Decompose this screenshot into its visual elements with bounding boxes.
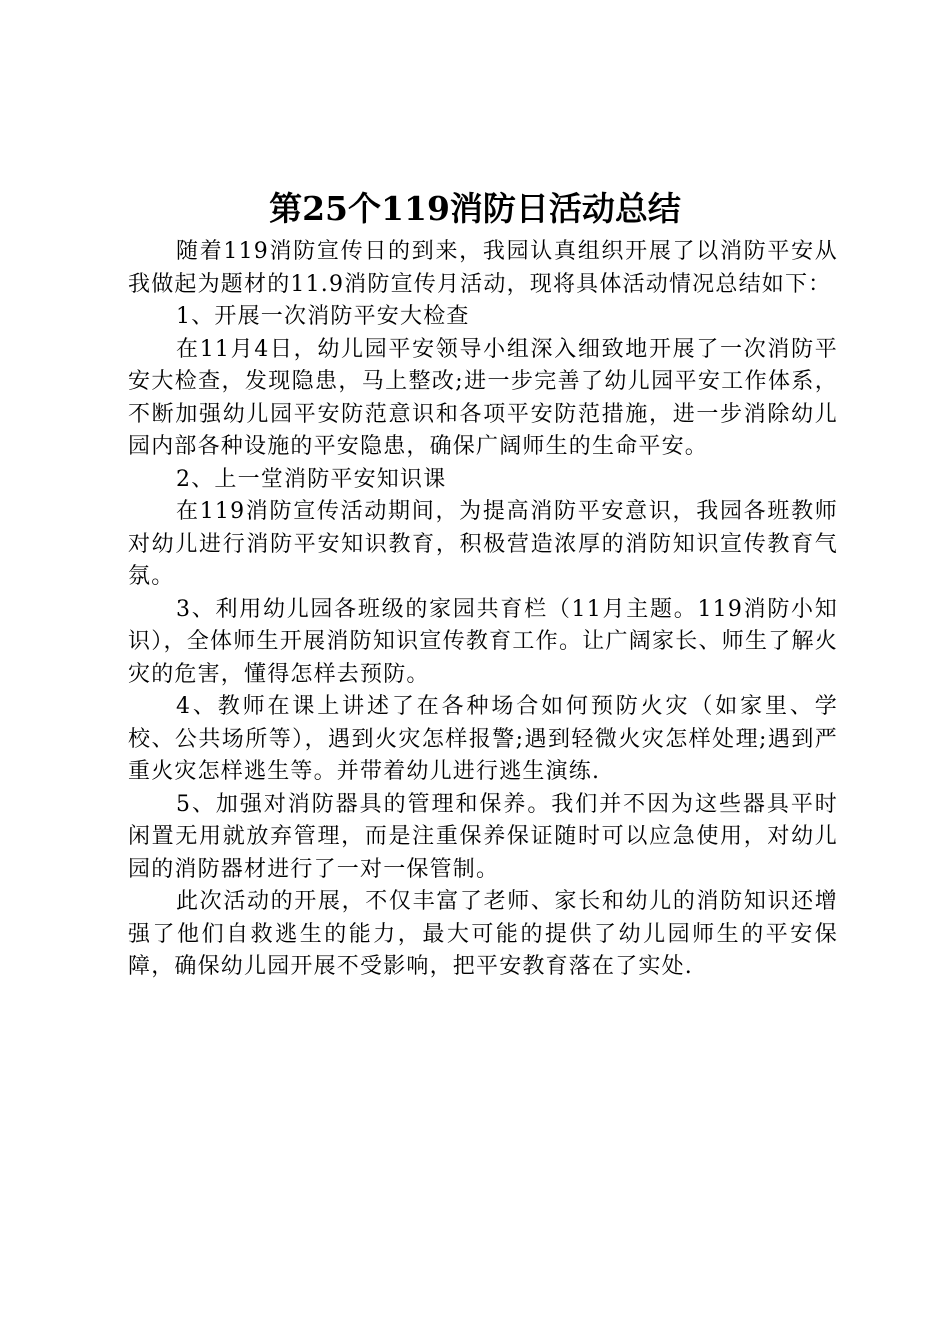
paragraph-intro: 随着119消防宣传日的到来，我园认真组织开展了以消防平安从我做起为题材的11.9消防宣传月活动，现将具体活动情况总结如下： — [128, 239, 838, 297]
paragraph-3: 3、利用幼儿园各班级的家园共育栏（11月主题。119消防小知识），全体师生开展消防知识宣传教育工作。让广阔家长、师生了解火灾的危害，懂得怎样去预防。 — [128, 596, 838, 687]
paragraph-1: 在11月4日，幼儿园平安领导小组深入细致地开展了一次消防平安大检查，发现隐患，马上整改;进一步完善了幼儿园平安工作体系，不断加强幼儿园平安防范意识和各项平安防范措施，进一步消除幼儿园内部各种设施的平安隐患，确保广阔师生的生命平安。 — [128, 336, 838, 459]
paragraph-4: 4、教师在课上讲述了在各种场合如何预防火灾（如家里、学校、公共场所等），遇到火灾怎样报警;遇到轻微火灾怎样处理;遇到严重火灾怎样逃生等。并带着幼儿进行逃生演练. — [128, 694, 838, 784]
section-heading-2: 2、上一堂消防平安知识课 — [176, 466, 447, 492]
paragraph-conclusion: 此次活动的开展，不仅丰富了老师、家长和幼儿的消防知识还增强了他们自救逃生的能力，最大可能的提供了幼儿园师生的平安保障，确保幼儿园开展不受影响，把平安教育落在了实处. — [128, 889, 838, 979]
document-title: 第25个119消防日活动总结 — [269, 189, 681, 228]
section-heading-1: 1、开展一次消防平安大检查 — [176, 304, 470, 329]
document-body — [128, 236, 838, 984]
paragraph-5: 5、加强对消防器具的管理和保养。我们并不因为这些器具平时闲置无用就放弃管理，而是注重保养保证随时可以应急使用，对幼儿园的消防器材进行了一对一保管制。 — [128, 791, 838, 882]
paragraph-2: 在119消防宣传活动期间，为提高消防平安意识，我园各班教师对幼儿进行消防平安知识教育，积极营造浓厚的消防知识宣传教育气氛。 — [128, 499, 838, 589]
